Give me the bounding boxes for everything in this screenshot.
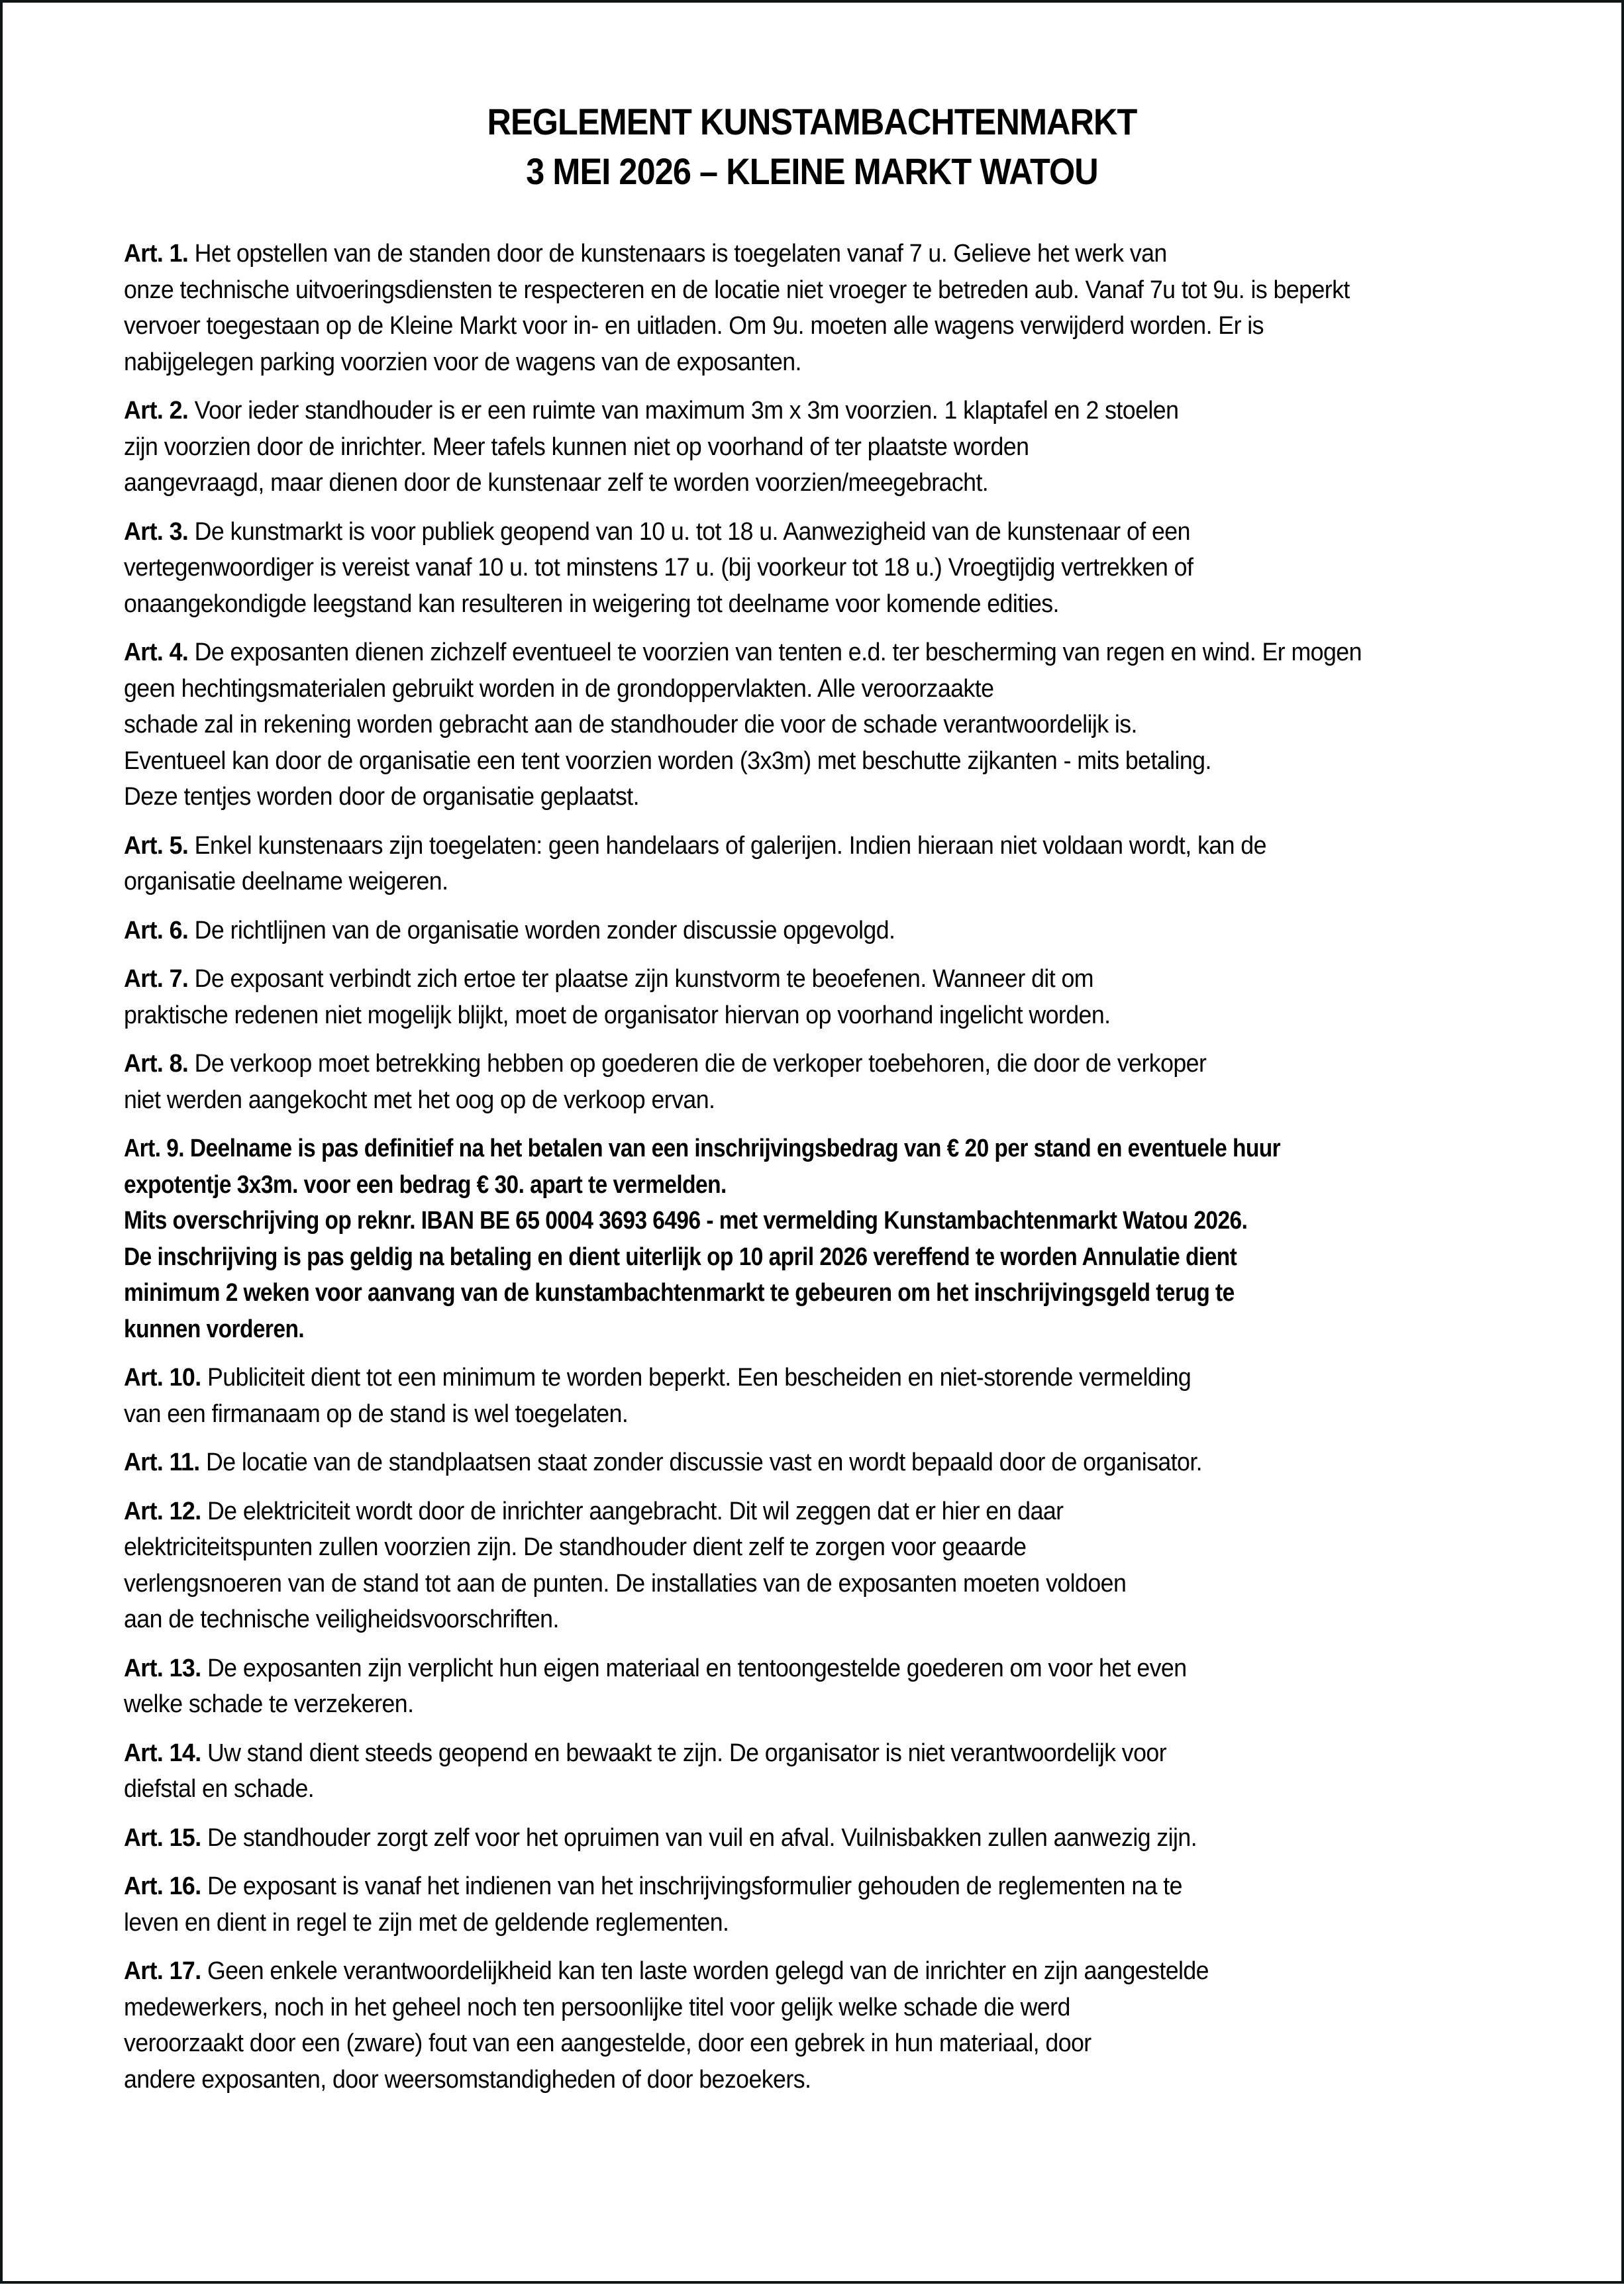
article-line [124,308,1456,344]
article-line [124,550,1456,586]
article-text: onaangekondigde leegstand kan resulteren in weigering tot deelname voor komende edities. [124,589,1059,618]
article-line [124,671,1456,707]
article-text: vertegenwoordiger is vereist vanaf 10 u. tot minstens 17 u. (bij voorkeur tot 18 u.) Vroegtijdig vertrekken of [124,554,1193,582]
title-line-2: 3 MEI 2026 – KLEINE MARKT WATOU [526,150,1098,192]
article-line [124,2025,1456,2062]
article-line [124,1686,1456,1723]
article-text: kunnen vorderen. [124,1315,305,1343]
article-text: verlengsnoeren van de stand tot aan de punten. De installaties van de exposanten moeten voldoen [124,1569,1127,1598]
article-text: Enkel kunstenaars zijn toegelaten: geen handelaars of galerijen. Indien hieraan niet voldaan wordt, kan de [188,831,1266,860]
article-line [124,344,1456,381]
article-17 [124,1953,1541,2098]
article-text: De exposant verbindt zich ertoe ter plaatse zijn kunstvorm te beoefenen. Wanneer dit om [188,965,1093,993]
article-2 [124,393,1541,501]
article-label: Art. 12. [124,1497,201,1525]
article-text: De kunstmarkt is voor publiek geopend van 10 u. tot 18 u. Aanwezigheid van de kunstenaar of een [188,517,1190,546]
article-line [124,1529,1456,1566]
article-label: Art. 2. [124,397,189,425]
article-text: geen hechtingsmaterialen gebruikt worden in de grondoppervlakten. Alle veroorzaakte [124,674,994,703]
article-text: welke schade te verzekeren. [124,1690,414,1718]
article-line [124,635,1456,671]
article-line [124,1445,1456,1481]
article-line [124,1275,1371,1311]
article-text: De standhouder zorgt zelf voor het opruimen van vuil en afval. Vuilnisbakken zullen aanwezig zijn. [201,1823,1197,1852]
articles-list [124,236,1541,2110]
article-text: organisatie deelname weigeren. [124,868,448,895]
article-text: De locatie van de standplaatsen staat zonder discussie vast en wordt bepaald door de organisator. [199,1449,1203,1476]
article-line [124,465,1456,501]
article-line [124,1396,1456,1433]
article-line [124,1905,1456,1941]
article-line [124,997,1456,1034]
article-text: Deze tentjes worden door de organisatie geplaatst. [124,783,639,811]
article-16 [124,1868,1541,1941]
article-label: Art. 9. [124,1135,185,1162]
article-line [124,1602,1456,1638]
article-text: Mits overschrijving op reknr. IBAN BE 65 0004 3693 6496 - met vermelding Kunstambachtenmarkt Watou 2026. [124,1207,1248,1235]
article-line [124,961,1456,997]
article-1 [124,236,1541,380]
article-line [124,864,1456,900]
article-text: zijn voorzien door de inrichter. Meer tafels kunnen niet op voorhand of ter plaatste worden [124,433,1029,461]
article-label: Art. 10. [124,1364,201,1392]
article-text: Geen enkele verantwoordelijkheid kan ten laste worden gelegd van de inrichter en zijn aangestelde [201,1957,1209,1985]
article-text: De elektriciteit wordt door de inrichter aangebracht. Dit wil zeggen dat er hier en daar [201,1497,1064,1525]
article-label: Art. 17. [124,1957,201,1985]
article-5 [124,828,1541,900]
article-text: Uw stand dient steeds geopend en bewaakt te zijn. De organisator is niet verantwoordelijk voor [201,1739,1167,1767]
article-line [124,828,1456,864]
article-line [124,429,1456,466]
article-line [124,1239,1371,1276]
article-label: Art. 15. [124,1823,201,1852]
article-line [124,779,1456,815]
article-line [124,1131,1371,1167]
article-line [124,1360,1456,1396]
article-line [124,272,1456,309]
article-text: Publiciteit dient tot een minimum te worden beperkt. Een bescheiden en niet-storende vermelding [201,1364,1192,1392]
article-text: Eventueel kan door de organisatie een tent voorzien worden (3x3m) met beschutte zijkanten - mits betaling. [124,746,1211,775]
article-text: diefstal en schade. [124,1775,315,1803]
article-text: aangevraagd, maar dienen door de kunstenaar zelf te worden voorzien/meegebracht. [124,469,989,497]
article-label: Art. 14. [124,1739,201,1767]
article-12 [124,1494,1541,1638]
article-line [124,393,1456,429]
article-line [124,1203,1371,1239]
article-label: Art. 11. [124,1449,200,1476]
article-4 [124,635,1541,815]
article-text: andere exposanten, door weersomstandigheden of door bezoekers. [124,2065,811,2094]
article-text: elektriciteitspunten zullen voorzien zijn. De standhouder dient zelf te zorgen voor geaarde [124,1533,1027,1561]
article-3 [124,514,1541,623]
article-line [124,1082,1456,1119]
article-text: praktische redenen niet mogelijk blijkt, moet de organisator hiervan op voorhand ingelicht worden. [124,1001,1111,1029]
article-line [124,1566,1456,1602]
article-15 [124,1820,1541,1857]
article-line [124,1167,1371,1203]
article-line [124,1771,1456,1807]
article-line [124,1311,1371,1348]
article-label: Art. 4. [124,638,189,666]
article-text: onze technische uitvoeringsdiensten te respecteren en de locatie niet vroeger te betreden aub. Vanaf 7u tot 9u. is beperkt [124,276,1350,304]
article-line [124,514,1456,550]
article-line [124,1953,1456,1990]
article-line [124,1868,1456,1905]
article-text: De exposanten zijn verplicht hun eigen materiaal en tentoongestelde goederen om voor het even [201,1654,1187,1682]
article-label: Art. 3. [124,517,189,546]
article-label: Art. 13. [124,1654,201,1682]
article-text: Het opstellen van de standen door de kunstenaars is toegelaten vanaf 7 u. Gelieve het werk van [188,240,1167,268]
article-8 [124,1046,1541,1118]
article-14 [124,1735,1541,1807]
article-text: veroorzaakt door een (zware) fout van een aangestelde, door een gebrek in hun materiaal, door [124,2029,1091,2057]
article-text: schade zal in rekening worden gebracht aan de standhouder die voor de schade verantwoordelijk is. [124,711,1137,738]
article-line [124,586,1456,623]
article-text: De exposant is vanaf het indienen van het inschrijvingsformulier gehouden de reglementen na te [201,1872,1182,1900]
article-line [124,236,1456,272]
article-text: Voor ieder standhouder is er een ruimte van maximum 3m x 3m voorzien. 1 klaptafel en 2 stoelen [188,397,1179,425]
article-label: Art. 6. [124,916,189,944]
article-text: De exposanten dienen zichzelf eventueel te voorzien van tenten e.d. ter bescherming van regen en wind. Er mogen [188,638,1362,666]
article-text: De inschrijving is pas geldig na betaling en dient uiterlijk op 10 april 2026 vereffend te worden Annulatie dient [124,1243,1237,1271]
article-11 [124,1445,1541,1481]
article-text: aan de technische veiligheidsvoorschriften. [124,1605,559,1633]
article-label: Art. 1. [124,240,189,268]
article-10 [124,1360,1541,1432]
article-text: medewerkers, noch in het geheel noch ten persoonlijke titel voor gelijk welke schade die werd [124,1993,1070,2021]
article-line [124,1651,1456,1687]
article-6 [124,913,1541,949]
article-line [124,707,1456,743]
article-line [124,1494,1456,1530]
article-line [124,913,1456,949]
page-title [3,97,1621,196]
article-label: Art. 7. [124,965,189,993]
article-line [124,1820,1456,1857]
article-line [124,1735,1456,1772]
article-13 [124,1651,1541,1723]
article-text: leven en dient in regel te zijn met de geldende reglementen. [124,1908,729,1937]
article-line [124,1990,1456,2026]
article-line [124,1046,1456,1082]
article-text: Deelname is pas definitief na het betalen van een inschrijvingsbedrag van € 20 per stand en eventuele huur [184,1135,1281,1162]
title-line-1: REGLEMENT KUNSTAMBACHTENMARKT [487,101,1137,142]
article-text: vervoer toegestaan op de Kleine Markt voor in- en uitladen. Om 9u. moeten alle wagens verwijderd worden. Er is [124,312,1264,340]
article-line [124,2062,1456,2098]
article-text: niet werden aangekocht met het oog op de verkoop ervan. [124,1086,715,1114]
article-label: Art. 5. [124,831,189,860]
article-text: nabijgelegen parking voorzien voor de wagens van de exposanten. [124,348,801,376]
article-label: Art. 8. [124,1050,189,1078]
article-text: minimum 2 weken voor aanvang van de kunstambachtenmarkt te gebeuren om het inschrijvingsgeld terug te [124,1279,1235,1307]
article-9 [124,1131,1541,1347]
article-label: Art. 16. [124,1872,201,1900]
article-text: De richtlijnen van de organisatie worden zonder discussie opgevolgd. [188,916,895,944]
article-text: expotentje 3x3m. voor een bedrag € 30. apart te vermelden. [124,1170,727,1199]
article-text: De verkoop moet betrekking hebben op goederen die de verkoper toebehoren, die door de verkoper [188,1050,1207,1078]
article-line [124,743,1456,780]
article-7 [124,961,1541,1033]
article-text: van een firmanaam op de stand is wel toegelaten. [124,1400,629,1428]
